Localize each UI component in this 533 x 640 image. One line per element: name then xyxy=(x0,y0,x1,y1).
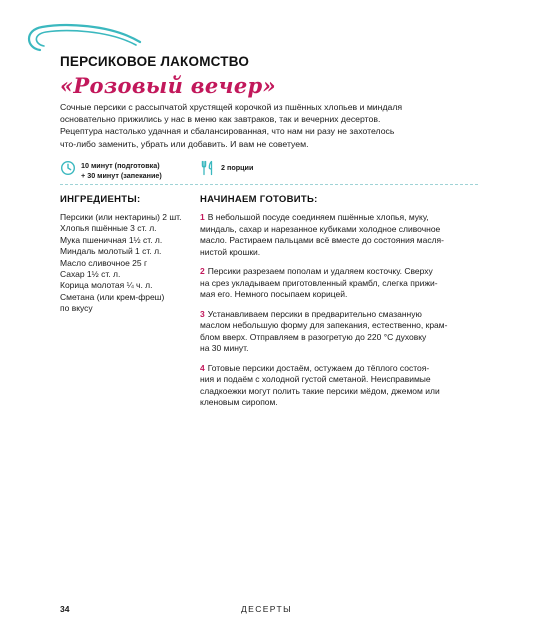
step-line: миндаль, сахар и нарезанное кубиками холодное сливочное xyxy=(200,223,441,234)
directions-section xyxy=(200,194,485,417)
step-line: Готовые персики достаём, остужаем до тёплого состоя- xyxy=(207,362,430,373)
step-number: 3 xyxy=(200,308,205,319)
step-3 xyxy=(200,309,485,355)
ingredient-item: Масло сливочное 25 г xyxy=(60,257,148,268)
page-number: 34 xyxy=(60,604,70,614)
prep-time: 10 минут (подготовка) xyxy=(81,161,160,170)
step-4 xyxy=(200,363,485,409)
ingredient-item: Миндаль молотый 1 ст. л. xyxy=(60,246,162,257)
step-1 xyxy=(200,212,485,258)
recipe-intro xyxy=(60,101,478,150)
ingredient-item: по вкусу xyxy=(60,303,93,314)
ingredient-item: Сахар 1½ ст. л. xyxy=(60,269,121,280)
ingredient-item: Мука пшеничная 1½ ст. л. xyxy=(60,234,163,245)
cooking-time xyxy=(60,160,162,180)
section-divider xyxy=(60,184,478,185)
recipe-title: «Розовый вечер» xyxy=(60,73,276,98)
step-number: 4 xyxy=(200,362,205,373)
intro-line: Сочные персики с рассыпчатой хрустящей корочкой из пшённых хлопьев и миндаля xyxy=(60,102,403,112)
cutlery-icon xyxy=(200,160,216,176)
step-line: В небольшой посуде соединяем пшённые хлопья, муку, xyxy=(207,212,429,222)
intro-line: основательно прижились у нас в меню как завтраков, так и вечерних десертов. xyxy=(60,114,381,125)
servings-count: 2 порции xyxy=(221,163,254,172)
recipe-title-block xyxy=(60,54,276,98)
ingredient-item: Хлопья пшённые 3 ст. л. xyxy=(60,223,157,234)
servings xyxy=(200,160,253,176)
step-line: сладкоежки могут полить такие персики мёдом, джемом или xyxy=(200,385,440,396)
step-line: на срез укладываем приготовленный крамбл, слегка прижи- xyxy=(200,277,438,288)
ingredient-item: Персики (или нектарины) 2 шт. xyxy=(60,212,182,222)
intro-line: что-либо заменить, убрать или добавить. И вам не советуем. xyxy=(60,138,309,149)
step-number: 1 xyxy=(200,212,205,222)
bake-time: + 30 минут (запекание) xyxy=(81,170,162,180)
ingredient-item: Сметана (или крем-фреш) xyxy=(60,291,165,302)
clock-icon xyxy=(60,160,76,176)
step-line: маслом небольшую форму для запекания, естественно, крам- xyxy=(200,320,448,330)
step-line: Персики разрезаем пополам и удаляем косточку. Сверху xyxy=(207,266,433,276)
ingredient-item: Корица молотая ¼ ч. л. xyxy=(60,280,153,291)
step-line: блом вверх. Отправляем в разогретую до 220 °С духовку xyxy=(200,331,427,342)
section-name: ДЕСЕРТЫ xyxy=(240,604,293,614)
step-line: Устанавливаем персики в предварительно смазанную xyxy=(207,308,422,319)
directions-heading: НАЧИНАЕМ ГОТОВИТЬ: xyxy=(200,194,318,205)
step-line: ния и подаём с холодной густой сметаной. Неисправимые xyxy=(200,374,431,384)
ingredients-heading: ИНГРЕДИЕНТЫ: xyxy=(60,194,141,205)
ingredients-section xyxy=(60,194,190,315)
recipe-kicker: ПЕРСИКОВОЕ ЛАКОМСТВО xyxy=(60,54,250,69)
step-line: масло. Растираем пальцами всё вместе до состояния масля- xyxy=(200,235,444,245)
step-line: на 30 минут. xyxy=(200,343,249,353)
step-line: кленовым сиропом. xyxy=(200,397,278,407)
step-line: нистой крошки. xyxy=(200,246,261,257)
step-line: мая его. Немного посыпаем корицей. xyxy=(200,289,348,299)
step-number: 2 xyxy=(200,266,205,276)
step-2 xyxy=(200,266,485,301)
intro-line: Рецептура настолько удачная и сбалансированная, что нам ни разу не захотелось xyxy=(60,126,395,137)
